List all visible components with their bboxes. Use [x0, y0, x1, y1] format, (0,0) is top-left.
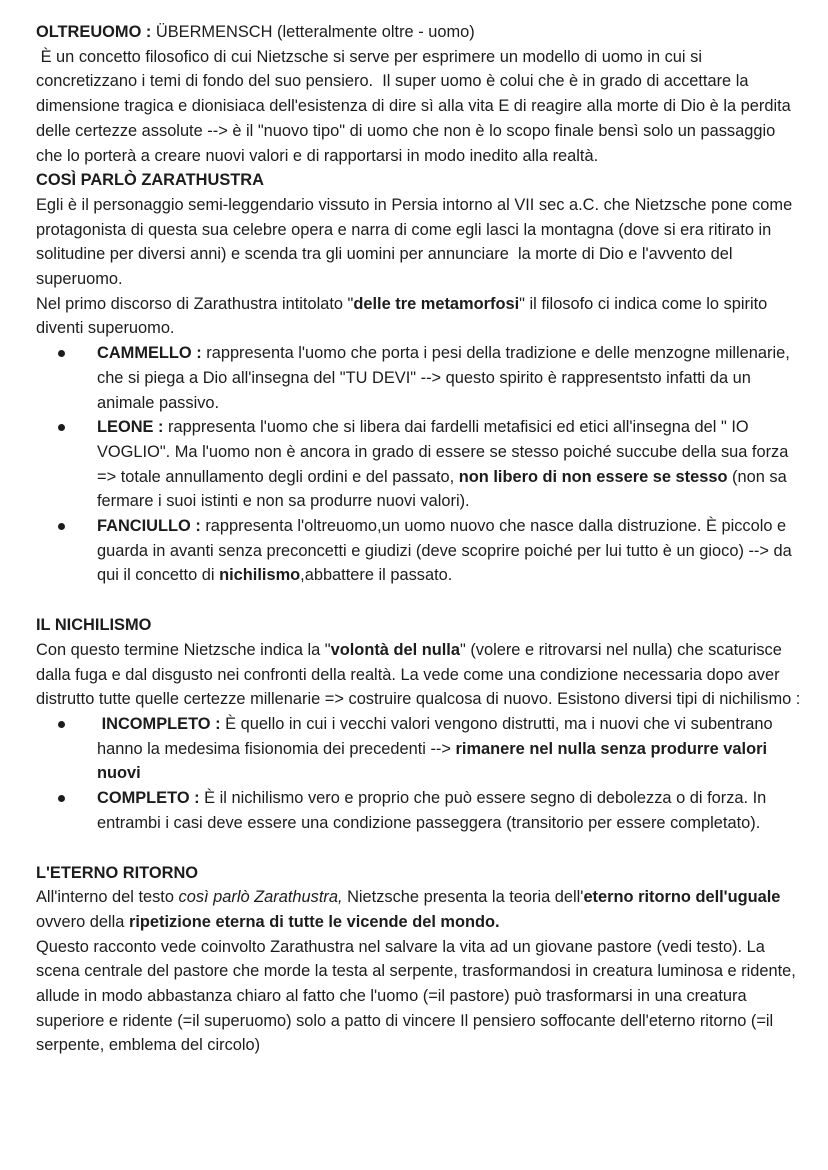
p1-bold2: ripetizione eterna di tutte le vicende del mondo.	[128, 912, 500, 931]
item-label: LEONE :	[97, 418, 164, 437]
nichilismo-intro-bold: volontà del nulla	[330, 640, 460, 659]
nichilismo-intro-post: " (volere e ritrovarsi nel nulla) che scaturisce dalla fuga e dal disgusto nei confronti della realtà. La vede come una condizione necessaria dopo aver distrutto tutte quelle certezze millenarie => costruire qualcosa di nuovo. Esistono diversi tipi di nichilismo :	[36, 640, 801, 709]
nichilismo-list	[36, 712, 806, 836]
item-bold: non libero di non essere se stesso	[458, 467, 728, 486]
eterno-ritorno-p2: Questo racconto vede coinvolto Zarathustra nel salvare la vita ad un giovane pastore (vedi testo). La scena centrale del pastore che morde la testa al serpente, trasformandosi in creatura luminosa e ridente, allude in modo abbastanza chiaro al fatto che l'uomo (=il pastore) può trasformarsi in una creatura superiore e ridente (=il superuomo) solo a patto di vincere Il pensiero soffocante dell'eterno ritorno (=il serpente, emblema del circolo)	[36, 937, 796, 1055]
zarathustra-metamorfosi	[36, 292, 806, 341]
item-text: È il nichilismo vero e proprio che può essere segno di debolezza o di forza. In entrambi i casi deve essere una condizione passeggera (transitorio per essere completato).	[97, 789, 767, 832]
item-bold: rimanere nel nulla senza produrre valori nuovi	[97, 739, 772, 783]
zarathustra-heading: COSÌ PARLÒ ZARATHUSTRA	[36, 171, 264, 190]
p1-a: All'interno del testo	[36, 888, 179, 907]
oltreuomo-title-bold: OLTREUOMO :	[36, 23, 152, 41]
item-label: FANCIULLO :	[97, 517, 201, 536]
zarathustra-intro: Egli è il personaggio semi-leggendario vissuto in Persia intorno al VII sec a.C. che Nietzsche pone come protagonista di questa sua celebre opera e narra di come egli lasci la montagna (dove si era ritirato in solitudine per diversi anni) e scenda tra gli uomini per annunciare la morte di Dio e l'avvento del superuomo.	[36, 195, 797, 289]
list-item	[36, 712, 806, 786]
oltreuomo-heading	[36, 20, 806, 45]
list-item	[36, 415, 806, 514]
eterno-ritorno-p1	[36, 885, 806, 934]
item-text-after: ,abbattere il passato.	[300, 566, 453, 585]
oltreuomo-body: È un concetto filosofico di cui Nietzsche si serve per esprimere un modello di uomo in cui si concretizzano i temi di fondo del suo pensiero. Il super uomo è colui che è in grado di accettare la dimensione tragica e dionisiaca dell'esistenza di dire sì alla vita E di reagire alla morte di Dio è la perdita delle certezze assolute --> è il "nuovo tipo" di uomo che non è lo scopo finale bensì solo un passaggio che lo porterà a creare nuovi valori e di rapportarsi in modo inedito alla realtà.	[36, 47, 796, 165]
item-text-after: (non sa fermare i suoi istinti e non sa produrre nuovi valori).	[97, 467, 787, 511]
list-item	[36, 514, 806, 588]
item-label: INCOMPLETO :	[97, 714, 221, 733]
metamorfosi-bold: delle tre metamorfosi	[353, 294, 520, 313]
item-text: rappresenta l'uomo che porta i pesi della tradizione e delle menzogne millenarie, che si piega a Dio all'insegna del "TU DEVI" --> questo spirito è rappresentsto infatti da un animale passivo.	[97, 344, 790, 412]
p1-c: ovvero della	[36, 912, 129, 931]
list-item	[36, 786, 806, 835]
item-text: rappresenta l'uomo che si libera dai fardelli metafisici ed etici all'insegna del " IO VOGLIO". Ma l'uomo non è ancora in grado di essere se stesso poiché succube della sua forza => totale annullamento degli ordini e del passato,	[97, 418, 789, 486]
eterno-ritorno-heading: L'ETERNO RITORNO	[36, 863, 199, 882]
metamorfosi-post: " il filosofo ci indica come lo spirito diventi superuomo.	[36, 294, 768, 338]
nichilismo-heading: IL NICHILISMO	[36, 616, 152, 635]
item-text: rappresenta l'oltreuomo,un uomo nuovo che nasce dalla distruzione. È piccolo e guarda in avanti senza preconcetti e giudizi (deve scoprire poiché per lui tutto è un gioco) --> da qui il concetto di	[97, 517, 792, 585]
oltreuomo-title-rest: ÜBERMENSCH (letteralmente oltre - uomo)	[151, 23, 475, 41]
nichilismo-intro-pre: Con questo termine Nietzsche indica la "	[36, 640, 331, 659]
nichilismo-intro	[36, 638, 806, 712]
section-spacer	[36, 588, 806, 613]
item-bold: nichilismo	[219, 566, 301, 585]
item-text: È quello in cui i vecchi valori vengono distrutti, ma i nuovi che vi subentrano hanno la medesima fisionomia dei precedenti -->	[97, 714, 778, 758]
list-item	[36, 341, 806, 415]
p1-italic: così parlò Zarathustra,	[178, 888, 343, 907]
p1-bold1: eterno ritorno dell'uguale	[583, 888, 781, 907]
item-label: CAMMELLO :	[97, 344, 202, 363]
item-label: COMPLETO :	[97, 789, 200, 808]
p1-b: Nietzsche presenta la teoria dell'	[342, 888, 584, 907]
metamorfosi-list	[36, 341, 806, 588]
section-spacer	[36, 836, 806, 861]
metamorfosi-pre: Nel primo discorso di Zarathustra intitolato "	[36, 294, 354, 313]
